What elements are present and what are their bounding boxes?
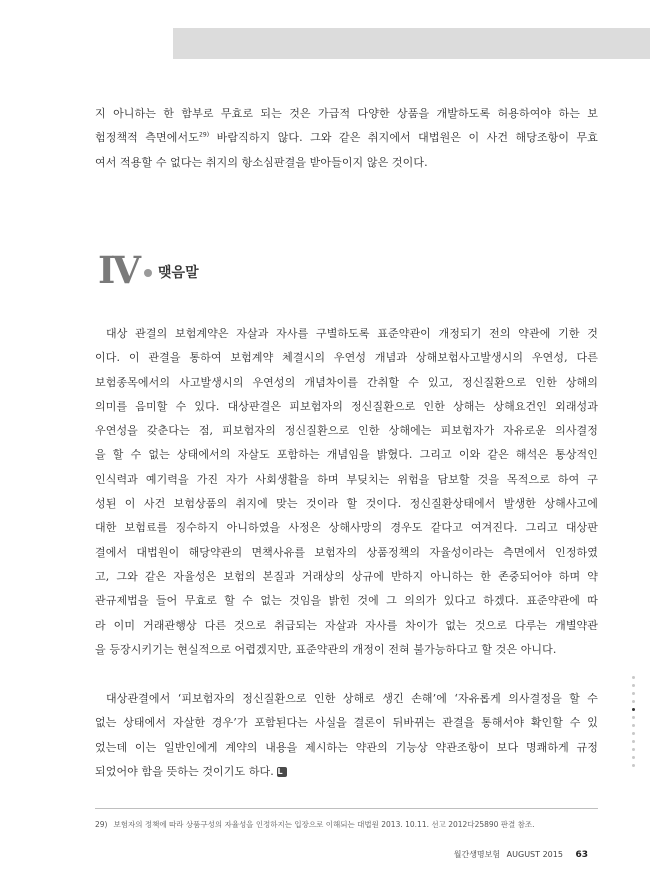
text-line: 지 아니하는 한 함부로 무효로 되는 것은 가급적 다양한 상품을 개발하도록 허용하여야 하는 보 <box>95 107 598 120</box>
page-dot <box>632 756 635 759</box>
issue-date: AUGUST 2015 <box>506 850 563 859</box>
text-line: 이다. 이 관결을 통하여 보험계약 체결시의 우연성 개념과 상해보험사고발생시의 우연성, 다른 <box>95 351 598 365</box>
page-dot-indicator <box>632 676 636 772</box>
footnote-text: 보험자의 정책에 따라 상품구성의 자율성을 인정하지는 입장으로 이해되는 대법원 2013. 10.11. 선고 2012다25890 판결 참조. <box>113 820 535 829</box>
page-dot <box>632 700 635 703</box>
text-line: 의미를 음미할 수 있다. 대상판결은 피보험자의 정신질환으로 인한 상해는 상해요건인 외래성과 <box>95 399 598 413</box>
paragraph-2 <box>95 687 598 784</box>
text-line: 라 이미 거래관행상 다른 것으로 취급되는 자살과 자사를 차이가 없는 것으로 다루는 개별약관 <box>95 618 598 632</box>
section-numeral: IV <box>98 248 139 292</box>
page-dot <box>632 684 635 687</box>
section-title: 맺음말 <box>158 265 199 281</box>
publication-name: 월간생명보험 <box>453 850 501 859</box>
text-line: 여서 적용할 수 없다는 취지의 항소심판결을 받아들이지 않은 것이다. <box>95 155 428 169</box>
text-line: 을 등장시키기는 현실적으로 어렵겠지만, 표준약관의 개정이 전혀 불가능하다고 할 것은 아니다. <box>95 642 557 656</box>
page-dot-active <box>632 708 635 711</box>
page-footer <box>454 849 588 860</box>
paragraph-1 <box>95 322 598 662</box>
page-dot <box>632 716 635 719</box>
text-line: 대한 보험료를 징수하지 아니하였을 사정은 상해사망의 경우도 같다고 여겨진다. 그리고 대상판 <box>95 521 598 535</box>
page-number: 63 <box>575 850 588 860</box>
page-dot <box>632 748 635 751</box>
text-line: 인식력과 예기력을 가진 자가 사회생활을 하며 부딪치는 위험을 담보할 것을 목적으로 하여 구 <box>95 472 598 486</box>
text-line: 을 할 수 없는 상태에서의 자살도 포함하는 개념임을 밝혔다. 그리고 이와 같은 해석은 통상적인 <box>95 448 598 462</box>
page-dot <box>632 692 635 695</box>
page-dot <box>632 764 635 767</box>
text-line: 험정책적 측면에서도$^{29)}$ 바람직하지 않다. 그와 같은 취지에서 대법원은 이 사건 해당조항이 무효 <box>95 131 598 145</box>
footnote-ref[interactable]: 29) <box>198 131 210 139</box>
footnote-divider <box>95 808 598 809</box>
footnote <box>95 819 535 830</box>
text-line: 되었어야 함을 뜻하는 것이기도 하다. L <box>95 760 598 784</box>
end-mark-icon: L <box>277 767 287 777</box>
text-line: 우연성을 갖춘다는 점, 피보험자의 정신질환으로 인한 상해에는 피보험자가 자유로운 의사결정 <box>95 424 598 438</box>
section-heading <box>98 240 199 290</box>
text-line: 고, 그와 같은 자율성은 보험의 본질과 거래상의 상규에 반하지 아니하는 한 존중되어야 하며 약 <box>95 569 598 583</box>
footnote-number: 29) <box>95 820 108 829</box>
text-line: 었는데 이는 일반인에게 계약의 내용을 제시하는 약관의 기능상 약관조항이 보다 명쾌하게 규정 <box>95 740 598 754</box>
text-line: 대상 관결의 보험계약은 자살과 자사를 구별하도록 표준약관이 개정되기 전의 약관에 기한 것 <box>106 327 598 340</box>
bullet-dot-icon <box>144 269 152 277</box>
page-dot <box>632 740 635 743</box>
text-line: 성된 이 사건 보험상품의 취지에 맞는 것이라 할 것이다. 정신질환상태에서 발생한 상해사고에 <box>95 497 598 511</box>
text-line: 보험종목에서의 사고발생시의 우연성의 개념차이를 간취할 수 있고, 정신질환으로 인한 상해의 <box>95 375 598 389</box>
text-line: 관규제법을 들어 무효로 할 수 없는 것임을 밝힌 것에 그 의의가 있다고 하겠다. 표준약관에 따 <box>95 594 598 608</box>
text-line: 결에서 대법원이 해당약관의 면책사유를 보험자의 상품정책의 자율성이라는 측면에서 인정하였 <box>95 545 598 559</box>
page-dot <box>632 676 635 679</box>
paragraph-continued <box>95 102 598 175</box>
page-dot <box>632 732 635 735</box>
page-dot <box>632 724 635 727</box>
text-line: 대상관결에서 ‘피보험자의 정신질환으로 인한 상해로 생긴 손해’에 ‘자유롭게 의사결정을 할 수 <box>106 692 598 705</box>
text-line: 없는 상태에서 자살한 경우’가 포함된다는 사실을 결론이 뒤바뀌는 관결을 통해서야 확인할 수 있 <box>95 716 598 730</box>
header-bar <box>173 28 650 59</box>
